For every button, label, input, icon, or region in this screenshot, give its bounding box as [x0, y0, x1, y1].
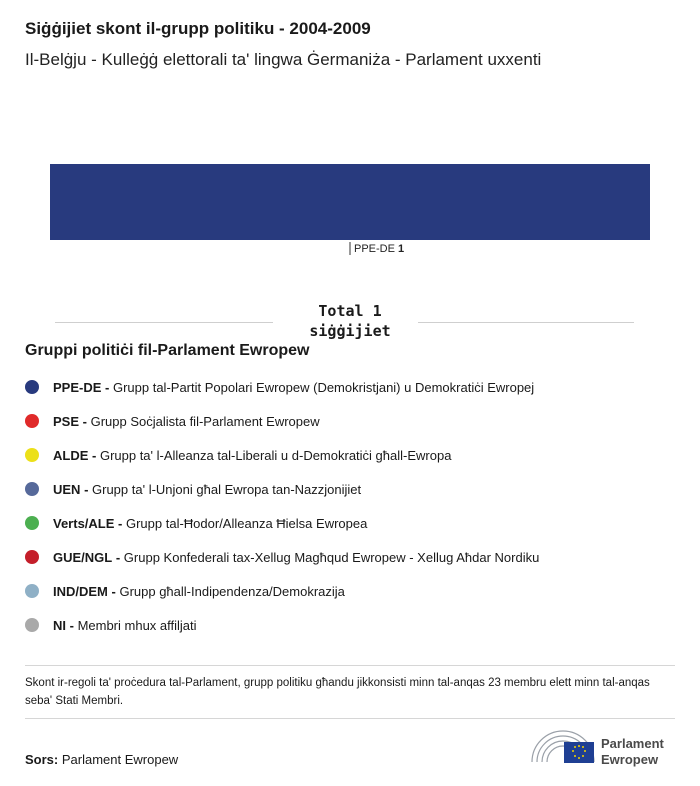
total-divider-left [55, 322, 273, 323]
legend-swatch-icon [25, 516, 39, 530]
legend-swatch-icon [25, 550, 39, 564]
legend-separator: - [80, 481, 93, 497]
note-divider-top [25, 665, 675, 666]
legend-abbr: GUE/NGL [53, 549, 113, 565]
legend-item [25, 404, 539, 438]
legend-item [25, 472, 539, 506]
legend-title: Gruppi politiċi fil-Parlament Ewropew [25, 342, 310, 359]
legend-swatch-icon [25, 414, 39, 428]
legend-separator: - [101, 379, 113, 395]
legend-swatch-icon [25, 482, 39, 496]
legend-item [25, 370, 539, 404]
legend-abbr: NI [53, 617, 66, 633]
legend-item [25, 540, 539, 574]
legend-description: Grupp ta' l-Alleanza tal-Liberali u d-Demokratiċi għall-Ewropa [99, 447, 452, 463]
legend-description: Grupp tal-Ħodor/Alleanza Ħielsa Ewropea [125, 515, 368, 531]
legend-swatch-icon [25, 448, 39, 462]
bar-label [354, 243, 404, 255]
footnote: Skont ir-regoli ta' proċedura tal-Parlament, grupp politiku għandu jikkonsisti minn tal-anqas 23 membru elett minn tal-anqas seba' Stati Membri. [25, 677, 650, 707]
legend-separator: - [88, 447, 100, 463]
bar-ppe-de [50, 164, 650, 240]
legend-abbr: ALDE [53, 447, 89, 463]
total-divider-right [418, 322, 634, 323]
legend-abbr: PSE [53, 413, 80, 429]
legend-item [25, 438, 539, 472]
legend-abbr: IND/DEM [53, 583, 108, 599]
legend-abbr: Verts/ALE [53, 515, 115, 531]
seats-bar-chart [0, 150, 700, 260]
legend-description: Grupp ta' l-Unjoni għal Ewropa tan-Nazzjonijiet [92, 481, 362, 497]
source-label: Sors: [25, 752, 59, 767]
legend-abbr: UEN [53, 481, 81, 497]
legend [25, 370, 539, 642]
total-seats-unit: siġġijiet [309, 322, 391, 340]
note-divider-bottom [25, 718, 675, 719]
legend-swatch-icon [25, 380, 39, 394]
legend-description: Membri mhux affiljati [77, 617, 197, 633]
chart-subtitle: Il-Belġju - Kulleġġ elettorali ta' lingwa Ġermaniża - Parlament uxxenti [25, 50, 542, 69]
legend-separator: - [114, 515, 126, 531]
legend-description: Grupp għall-Indipendenza/Demokrazija [119, 583, 345, 599]
bar-value-label: 1 [398, 243, 405, 255]
legend-separator: - [112, 549, 124, 565]
legend-separator: - [79, 413, 91, 429]
chart-title: Siġġijiet skont il-grupp politiku - 2004-2009 [25, 19, 371, 38]
legend-item [25, 608, 539, 642]
parliament-logo [530, 728, 680, 768]
legend-swatch-icon [25, 618, 39, 632]
legend-item [25, 574, 539, 608]
legend-separator: - [107, 583, 120, 599]
legend-description: Grupp Konfederali tax-Xellug Magħqud Ewropew - Xellug Aħdar Nordiku [123, 549, 540, 565]
source [25, 752, 178, 767]
legend-item [25, 506, 539, 540]
logo-line-1: Parlament [601, 736, 664, 751]
hemicycle-flag-icon [530, 728, 596, 768]
bar-category-label: PPE-DE [354, 243, 399, 255]
source-value: Parlament Ewropew [61, 752, 179, 767]
legend-swatch-icon [25, 584, 39, 598]
legend-description: Grupp Soċjalista fil-Parlament Ewropew [90, 413, 320, 429]
legend-description: Grupp tal-Partit Popolari Ewropew (Demokristjani) u Demokratiċi Ewropej [112, 379, 535, 395]
logo-line-2: Ewropew [601, 752, 659, 767]
total-seats [275, 301, 425, 341]
legend-separator: - [66, 617, 78, 633]
total-seats-count: Total 1 [318, 302, 382, 320]
legend-abbr: PPE-DE [53, 379, 102, 395]
